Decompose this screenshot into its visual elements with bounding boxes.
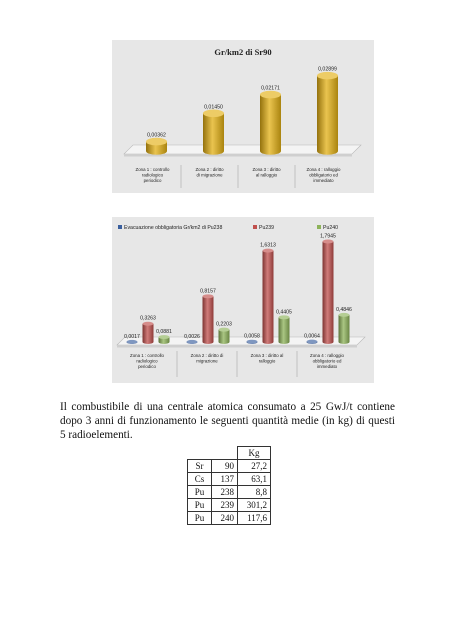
bar	[159, 335, 170, 344]
data-label: 0,2203	[216, 321, 232, 328]
bar	[317, 72, 338, 155]
quantity-table	[187, 446, 271, 525]
bar	[203, 294, 214, 344]
bar	[279, 315, 290, 344]
table-cell: 8,8	[238, 486, 271, 499]
data-label: 0,3263	[140, 315, 156, 322]
bar	[143, 322, 154, 344]
legend-swatch	[317, 225, 321, 229]
chart-sr90	[112, 40, 374, 193]
category-label: Zona 1 : controllo radiologico periodico	[130, 353, 164, 369]
data-label: 0,02899	[318, 66, 337, 73]
table-blank-cell	[188, 447, 212, 460]
table-cell: 117,6	[238, 512, 271, 525]
legend-label: Pu239	[259, 225, 275, 232]
category-label: Zona 3 : diritto al ralloggio	[250, 353, 284, 364]
legend-label: Pu240	[323, 225, 339, 232]
paragraph-text: Il combustibile di una centrale atomica consumato a 25 GwJ/t contiene dopo 3 anni di funzionamento le seguenti quantità medie (in kg) di questi 5 radioelementi.	[60, 401, 395, 441]
table-row	[188, 499, 271, 512]
table-row	[188, 486, 271, 499]
bar	[219, 328, 230, 344]
category-label: Zona 1 : controllo radiologico periodico	[135, 167, 170, 183]
table-row	[188, 460, 271, 473]
data-label: 1,6313	[260, 242, 276, 249]
bar	[203, 110, 224, 155]
legend-label: Evacuazione obbligatoria Gr/km2 di Pu238	[124, 225, 223, 232]
data-label: 0,0881	[156, 329, 172, 336]
data-label: 1,7945	[320, 233, 336, 240]
data-label: 0,00362	[147, 132, 166, 139]
table-cell: Sr	[188, 460, 212, 473]
bar	[323, 240, 334, 344]
data-label: 0,0058	[244, 333, 260, 340]
bar	[307, 340, 318, 344]
data-label: 0,4846	[336, 306, 352, 313]
data-label: 0,02171	[261, 85, 280, 92]
bar	[260, 91, 281, 155]
data-label: 0,01450	[204, 104, 223, 111]
table-cell: 63,1	[238, 473, 271, 486]
data-label: 0,8157	[200, 288, 216, 295]
bar	[339, 313, 350, 344]
category-label: Zona 3 : diritto al ralloggio	[252, 167, 281, 178]
table-cell: Pu	[188, 512, 212, 525]
category-label: Zona 2 : diritto di migrazione	[190, 353, 224, 364]
table-row	[188, 473, 271, 486]
legend-swatch	[118, 225, 122, 229]
table-header-kg: Kg	[238, 447, 271, 460]
table-cell: 137	[212, 473, 238, 486]
bar	[187, 340, 198, 344]
table-cell: Cs	[188, 473, 212, 486]
table-cell: 240	[212, 512, 238, 525]
category-label: Zona 4 : ralloggio obbligatorio ed immediato	[310, 353, 344, 369]
table-cell: 238	[212, 486, 238, 499]
bar	[247, 340, 258, 344]
table-cell: 301,2	[238, 499, 271, 512]
table-cell: 239	[212, 499, 238, 512]
chart-plutonium-svg	[112, 217, 374, 383]
table-row	[188, 512, 271, 525]
table-header-row	[188, 447, 271, 460]
bar	[127, 340, 138, 344]
data-label: 0,4405	[276, 309, 292, 316]
bar	[146, 138, 167, 155]
chart-title: Gr/km2 di Sr90	[214, 47, 272, 57]
data-label: 0,0064	[304, 333, 320, 340]
chart-sr90-svg	[112, 40, 374, 193]
chart-plutonium	[112, 217, 374, 383]
data-label: 0,0017	[124, 333, 140, 340]
table-cell: 27,2	[238, 460, 271, 473]
table-cell: Pu	[188, 499, 212, 512]
table-cell: Pu	[188, 486, 212, 499]
category-label: Zona 4 : ralloggio obbligatorio ed immediato	[306, 167, 341, 183]
table-blank-cell	[212, 447, 238, 460]
bar	[263, 249, 274, 344]
data-label: 0,0026	[184, 333, 200, 340]
legend-swatch	[253, 225, 257, 229]
table-cell: 90	[212, 460, 238, 473]
category-label: Zona 2 : diritto di migrazione	[195, 167, 224, 178]
